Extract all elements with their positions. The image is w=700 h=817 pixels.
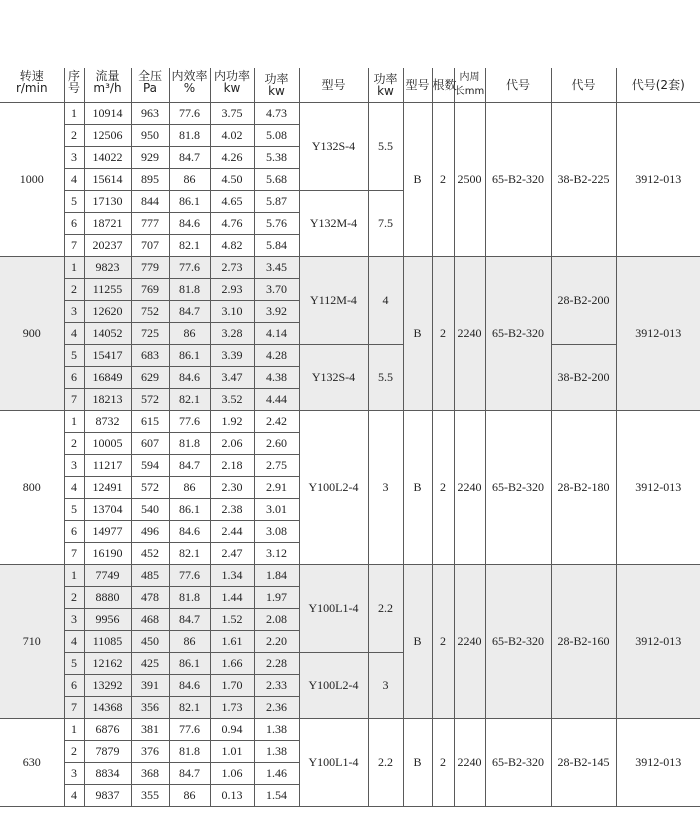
efficiency-cell: 84.6 xyxy=(169,367,210,389)
efficiency-cell: 82.1 xyxy=(169,235,210,257)
seq-cell: 4 xyxy=(64,631,84,653)
internal-power-cell: 4.50 xyxy=(210,169,254,191)
motor-power-cell: 5.5 xyxy=(368,103,403,191)
belt-count-cell: 2 xyxy=(432,103,454,257)
internal-power-cell: 2.73 xyxy=(210,257,254,279)
pressure-cell: 725 xyxy=(131,323,169,345)
pressure-cell: 356 xyxy=(131,697,169,719)
power-cell: 3.01 xyxy=(254,499,299,521)
power-cell: 3.92 xyxy=(254,301,299,323)
flow-cell: 14977 xyxy=(84,521,131,543)
seq-cell: 6 xyxy=(64,367,84,389)
seq-cell: 7 xyxy=(64,235,84,257)
efficiency-cell: 77.6 xyxy=(169,719,210,741)
internal-power-cell: 2.44 xyxy=(210,521,254,543)
efficiency-cell: 86 xyxy=(169,323,210,345)
table-row xyxy=(0,103,700,125)
table-row xyxy=(0,565,700,587)
table-body xyxy=(0,103,700,807)
motor-model-cell: Y132M-4 xyxy=(299,191,368,257)
belt-model-cell: B xyxy=(403,719,432,807)
seq-cell: 3 xyxy=(64,455,84,477)
code-1-cell: 65-B2-320 xyxy=(485,257,551,411)
efficiency-cell: 81.8 xyxy=(169,433,210,455)
power-cell: 2.08 xyxy=(254,609,299,631)
power-cell: 4.38 xyxy=(254,367,299,389)
flow-cell: 14052 xyxy=(84,323,131,345)
internal-power-cell: 1.44 xyxy=(210,587,254,609)
header-efficiency: 内效率 % xyxy=(169,68,210,103)
power-cell: 2.75 xyxy=(254,455,299,477)
seq-cell: 3 xyxy=(64,301,84,323)
internal-power-cell: 2.30 xyxy=(210,477,254,499)
seq-cell: 1 xyxy=(64,257,84,279)
internal-power-cell: 3.75 xyxy=(210,103,254,125)
power-cell: 2.36 xyxy=(254,697,299,719)
code-2-cell: 28-B2-180 xyxy=(551,411,616,565)
pressure-cell: 572 xyxy=(131,389,169,411)
belt-length-cell: 2240 xyxy=(454,565,485,719)
internal-power-cell: 4.82 xyxy=(210,235,254,257)
pressure-cell: 752 xyxy=(131,301,169,323)
efficiency-cell: 81.8 xyxy=(169,279,210,301)
belt-count-cell: 2 xyxy=(432,719,454,807)
internal-power-cell: 1.61 xyxy=(210,631,254,653)
code-2-cell: 38-B2-200 xyxy=(551,345,616,411)
header-seq: 序 号 xyxy=(64,68,84,103)
efficiency-cell: 81.8 xyxy=(169,125,210,147)
code-1-cell: 65-B2-320 xyxy=(485,411,551,565)
internal-power-cell: 1.06 xyxy=(210,763,254,785)
header-power: 功率 kw xyxy=(254,68,299,103)
efficiency-cell: 84.6 xyxy=(169,213,210,235)
internal-power-cell: 1.66 xyxy=(210,653,254,675)
power-cell: 2.20 xyxy=(254,631,299,653)
flow-cell: 15417 xyxy=(84,345,131,367)
motor-power-cell: 2.2 xyxy=(368,565,403,653)
seq-cell: 1 xyxy=(64,565,84,587)
efficiency-cell: 86.1 xyxy=(169,499,210,521)
power-cell: 1.97 xyxy=(254,587,299,609)
pressure-cell: 929 xyxy=(131,147,169,169)
pressure-cell: 683 xyxy=(131,345,169,367)
header-speed: 转速 r/min xyxy=(0,68,64,103)
power-cell: 5.38 xyxy=(254,147,299,169)
pressure-cell: 963 xyxy=(131,103,169,125)
pressure-cell: 950 xyxy=(131,125,169,147)
belt-model-cell: B xyxy=(403,565,432,719)
header-pressure: 全压 Pa xyxy=(131,68,169,103)
flow-cell: 12491 xyxy=(84,477,131,499)
flow-cell: 14022 xyxy=(84,147,131,169)
internal-power-cell: 4.26 xyxy=(210,147,254,169)
internal-power-cell: 3.28 xyxy=(210,323,254,345)
motor-power-cell: 5.5 xyxy=(368,345,403,411)
belt-length-cell: 2240 xyxy=(454,719,485,807)
seq-cell: 5 xyxy=(64,191,84,213)
flow-cell: 15614 xyxy=(84,169,131,191)
efficiency-cell: 82.1 xyxy=(169,389,210,411)
flow-cell: 20237 xyxy=(84,235,131,257)
code-3-cell: 3912-013 xyxy=(616,719,700,807)
pressure-cell: 468 xyxy=(131,609,169,631)
seq-cell: 6 xyxy=(64,213,84,235)
seq-cell: 1 xyxy=(64,719,84,741)
power-cell: 2.91 xyxy=(254,477,299,499)
code-1-cell: 65-B2-320 xyxy=(485,103,551,257)
belt-count-cell: 2 xyxy=(432,565,454,719)
pressure-cell: 844 xyxy=(131,191,169,213)
pressure-cell: 376 xyxy=(131,741,169,763)
table-header xyxy=(0,68,700,103)
flow-cell: 13704 xyxy=(84,499,131,521)
code-2-cell: 28-B2-200 xyxy=(551,257,616,345)
code-2-cell: 28-B2-160 xyxy=(551,565,616,719)
pressure-cell: 615 xyxy=(131,411,169,433)
seq-cell: 5 xyxy=(64,345,84,367)
power-cell: 4.44 xyxy=(254,389,299,411)
efficiency-cell: 81.8 xyxy=(169,587,210,609)
table-row xyxy=(0,257,700,279)
header-motor-power: 功率 kw xyxy=(368,68,403,103)
power-cell: 2.60 xyxy=(254,433,299,455)
seq-cell: 3 xyxy=(64,763,84,785)
power-cell: 1.38 xyxy=(254,741,299,763)
belt-length-cell: 2240 xyxy=(454,411,485,565)
belt-count-cell: 2 xyxy=(432,411,454,565)
internal-power-cell: 2.93 xyxy=(210,279,254,301)
motor-power-cell: 4 xyxy=(368,257,403,345)
seq-cell: 2 xyxy=(64,433,84,455)
power-cell: 3.45 xyxy=(254,257,299,279)
internal-power-cell: 2.38 xyxy=(210,499,254,521)
fan-performance-table xyxy=(0,68,700,807)
header-belt-length: 内周 长mm xyxy=(454,68,485,103)
efficiency-cell: 86.1 xyxy=(169,653,210,675)
header-motor-model: 型号 xyxy=(299,68,368,103)
flow-cell: 16849 xyxy=(84,367,131,389)
power-cell: 4.73 xyxy=(254,103,299,125)
power-cell: 5.68 xyxy=(254,169,299,191)
flow-cell: 7749 xyxy=(84,565,131,587)
efficiency-cell: 86 xyxy=(169,169,210,191)
motor-model-cell: Y132S-4 xyxy=(299,345,368,411)
efficiency-cell: 86 xyxy=(169,785,210,807)
pressure-cell: 629 xyxy=(131,367,169,389)
flow-cell: 8732 xyxy=(84,411,131,433)
belt-length-cell: 2500 xyxy=(454,103,485,257)
internal-power-cell: 2.06 xyxy=(210,433,254,455)
motor-model-cell: Y132S-4 xyxy=(299,103,368,191)
efficiency-cell: 82.1 xyxy=(169,697,210,719)
code-1-cell: 65-B2-320 xyxy=(485,565,551,719)
header-code-2: 代号 xyxy=(551,68,616,103)
flow-cell: 8880 xyxy=(84,587,131,609)
pressure-cell: 777 xyxy=(131,213,169,235)
efficiency-cell: 82.1 xyxy=(169,543,210,565)
internal-power-cell: 1.73 xyxy=(210,697,254,719)
power-cell: 5.84 xyxy=(254,235,299,257)
code-2-cell: 28-B2-145 xyxy=(551,719,616,807)
table-row xyxy=(0,719,700,741)
pressure-cell: 450 xyxy=(131,631,169,653)
internal-power-cell: 1.01 xyxy=(210,741,254,763)
flow-cell: 12620 xyxy=(84,301,131,323)
efficiency-cell: 86 xyxy=(169,631,210,653)
speed-cell: 900 xyxy=(0,257,64,411)
flow-cell: 12506 xyxy=(84,125,131,147)
pressure-cell: 478 xyxy=(131,587,169,609)
flow-cell: 12162 xyxy=(84,653,131,675)
pressure-cell: 769 xyxy=(131,279,169,301)
code-2-cell: 38-B2-225 xyxy=(551,103,616,257)
flow-cell: 18213 xyxy=(84,389,131,411)
pressure-cell: 368 xyxy=(131,763,169,785)
table-row xyxy=(0,411,700,433)
speed-cell: 630 xyxy=(0,719,64,807)
seq-cell: 2 xyxy=(64,741,84,763)
flow-cell: 8834 xyxy=(84,763,131,785)
pressure-cell: 607 xyxy=(131,433,169,455)
pressure-cell: 355 xyxy=(131,785,169,807)
internal-power-cell: 0.13 xyxy=(210,785,254,807)
motor-model-cell: Y100L1-4 xyxy=(299,565,368,653)
pressure-cell: 707 xyxy=(131,235,169,257)
seq-cell: 3 xyxy=(64,609,84,631)
flow-cell: 11255 xyxy=(84,279,131,301)
power-cell: 5.87 xyxy=(254,191,299,213)
belt-model-cell: B xyxy=(403,103,432,257)
internal-power-cell: 1.52 xyxy=(210,609,254,631)
internal-power-cell: 3.52 xyxy=(210,389,254,411)
seq-cell: 2 xyxy=(64,587,84,609)
speed-cell: 710 xyxy=(0,565,64,719)
power-cell: 3.08 xyxy=(254,521,299,543)
power-cell: 4.14 xyxy=(254,323,299,345)
header-code-1: 代号 xyxy=(485,68,551,103)
flow-cell: 10005 xyxy=(84,433,131,455)
flow-cell: 9837 xyxy=(84,785,131,807)
belt-model-cell: B xyxy=(403,411,432,565)
motor-model-cell: Y100L2-4 xyxy=(299,411,368,565)
internal-power-cell: 1.92 xyxy=(210,411,254,433)
efficiency-cell: 86.1 xyxy=(169,191,210,213)
pressure-cell: 391 xyxy=(131,675,169,697)
seq-cell: 1 xyxy=(64,411,84,433)
internal-power-cell: 1.70 xyxy=(210,675,254,697)
pressure-cell: 425 xyxy=(131,653,169,675)
flow-cell: 16190 xyxy=(84,543,131,565)
seq-cell: 4 xyxy=(64,169,84,191)
pressure-cell: 895 xyxy=(131,169,169,191)
internal-power-cell: 4.76 xyxy=(210,213,254,235)
efficiency-cell: 84.7 xyxy=(169,455,210,477)
speed-cell: 800 xyxy=(0,411,64,565)
motor-model-cell: Y112M-4 xyxy=(299,257,368,345)
seq-cell: 6 xyxy=(64,675,84,697)
flow-cell: 9823 xyxy=(84,257,131,279)
efficiency-cell: 84.6 xyxy=(169,521,210,543)
code-3-cell: 3912-013 xyxy=(616,565,700,719)
motor-power-cell: 3 xyxy=(368,653,403,719)
efficiency-cell: 81.8 xyxy=(169,741,210,763)
power-cell: 5.76 xyxy=(254,213,299,235)
power-cell: 3.12 xyxy=(254,543,299,565)
internal-power-cell: 1.34 xyxy=(210,565,254,587)
power-cell: 2.42 xyxy=(254,411,299,433)
belt-model-cell: B xyxy=(403,257,432,411)
flow-cell: 17130 xyxy=(84,191,131,213)
power-cell: 1.46 xyxy=(254,763,299,785)
efficiency-cell: 84.7 xyxy=(169,609,210,631)
power-cell: 2.28 xyxy=(254,653,299,675)
efficiency-cell: 77.6 xyxy=(169,565,210,587)
seq-cell: 4 xyxy=(64,785,84,807)
flow-cell: 11217 xyxy=(84,455,131,477)
power-cell: 5.08 xyxy=(254,125,299,147)
pressure-cell: 496 xyxy=(131,521,169,543)
efficiency-cell: 86 xyxy=(169,477,210,499)
internal-power-cell: 3.10 xyxy=(210,301,254,323)
power-cell: 4.28 xyxy=(254,345,299,367)
seq-cell: 4 xyxy=(64,323,84,345)
table-row xyxy=(0,345,700,367)
internal-power-cell: 3.47 xyxy=(210,367,254,389)
efficiency-cell: 77.6 xyxy=(169,257,210,279)
internal-power-cell: 3.39 xyxy=(210,345,254,367)
flow-cell: 11085 xyxy=(84,631,131,653)
seq-cell: 4 xyxy=(64,477,84,499)
efficiency-cell: 84.7 xyxy=(169,301,210,323)
flow-cell: 10914 xyxy=(84,103,131,125)
seq-cell: 7 xyxy=(64,697,84,719)
seq-cell: 3 xyxy=(64,147,84,169)
internal-power-cell: 0.94 xyxy=(210,719,254,741)
motor-power-cell: 3 xyxy=(368,411,403,565)
speed-cell: 1000 xyxy=(0,103,64,257)
pressure-cell: 381 xyxy=(131,719,169,741)
pressure-cell: 452 xyxy=(131,543,169,565)
seq-cell: 2 xyxy=(64,125,84,147)
flow-cell: 18721 xyxy=(84,213,131,235)
power-cell: 1.54 xyxy=(254,785,299,807)
belt-length-cell: 2240 xyxy=(454,257,485,411)
code-3-cell: 3912-013 xyxy=(616,257,700,411)
efficiency-cell: 84.6 xyxy=(169,675,210,697)
belt-count-cell: 2 xyxy=(432,257,454,411)
internal-power-cell: 2.47 xyxy=(210,543,254,565)
header-internal-power: 内功率 kw xyxy=(210,68,254,103)
pressure-cell: 594 xyxy=(131,455,169,477)
internal-power-cell: 4.65 xyxy=(210,191,254,213)
pressure-cell: 572 xyxy=(131,477,169,499)
code-3-cell: 3912-013 xyxy=(616,411,700,565)
seq-cell: 6 xyxy=(64,521,84,543)
seq-cell: 5 xyxy=(64,499,84,521)
header-flow: 流量 m³/h xyxy=(84,68,131,103)
pressure-cell: 779 xyxy=(131,257,169,279)
power-cell: 1.84 xyxy=(254,565,299,587)
efficiency-cell: 77.6 xyxy=(169,103,210,125)
code-3-cell: 3912-013 xyxy=(616,103,700,257)
seq-cell: 5 xyxy=(64,653,84,675)
motor-power-cell: 7.5 xyxy=(368,191,403,257)
efficiency-cell: 77.6 xyxy=(169,411,210,433)
header-belt-count: 根数 xyxy=(432,68,454,103)
efficiency-cell: 84.7 xyxy=(169,147,210,169)
header-code-3: 代号(2套) xyxy=(616,68,700,103)
flow-cell: 6876 xyxy=(84,719,131,741)
efficiency-cell: 86.1 xyxy=(169,345,210,367)
pressure-cell: 540 xyxy=(131,499,169,521)
power-cell: 1.38 xyxy=(254,719,299,741)
flow-cell: 9956 xyxy=(84,609,131,631)
flow-cell: 7879 xyxy=(84,741,131,763)
flow-cell: 13292 xyxy=(84,675,131,697)
power-cell: 2.33 xyxy=(254,675,299,697)
pressure-cell: 485 xyxy=(131,565,169,587)
power-cell: 3.70 xyxy=(254,279,299,301)
seq-cell: 1 xyxy=(64,103,84,125)
code-1-cell: 65-B2-320 xyxy=(485,719,551,807)
motor-model-cell: Y100L2-4 xyxy=(299,653,368,719)
seq-cell: 2 xyxy=(64,279,84,301)
header-belt-model: 型号 xyxy=(403,68,432,103)
motor-model-cell: Y100L1-4 xyxy=(299,719,368,807)
motor-power-cell: 2.2 xyxy=(368,719,403,807)
internal-power-cell: 4.02 xyxy=(210,125,254,147)
seq-cell: 7 xyxy=(64,389,84,411)
efficiency-cell: 84.7 xyxy=(169,763,210,785)
seq-cell: 7 xyxy=(64,543,84,565)
internal-power-cell: 2.18 xyxy=(210,455,254,477)
flow-cell: 14368 xyxy=(84,697,131,719)
